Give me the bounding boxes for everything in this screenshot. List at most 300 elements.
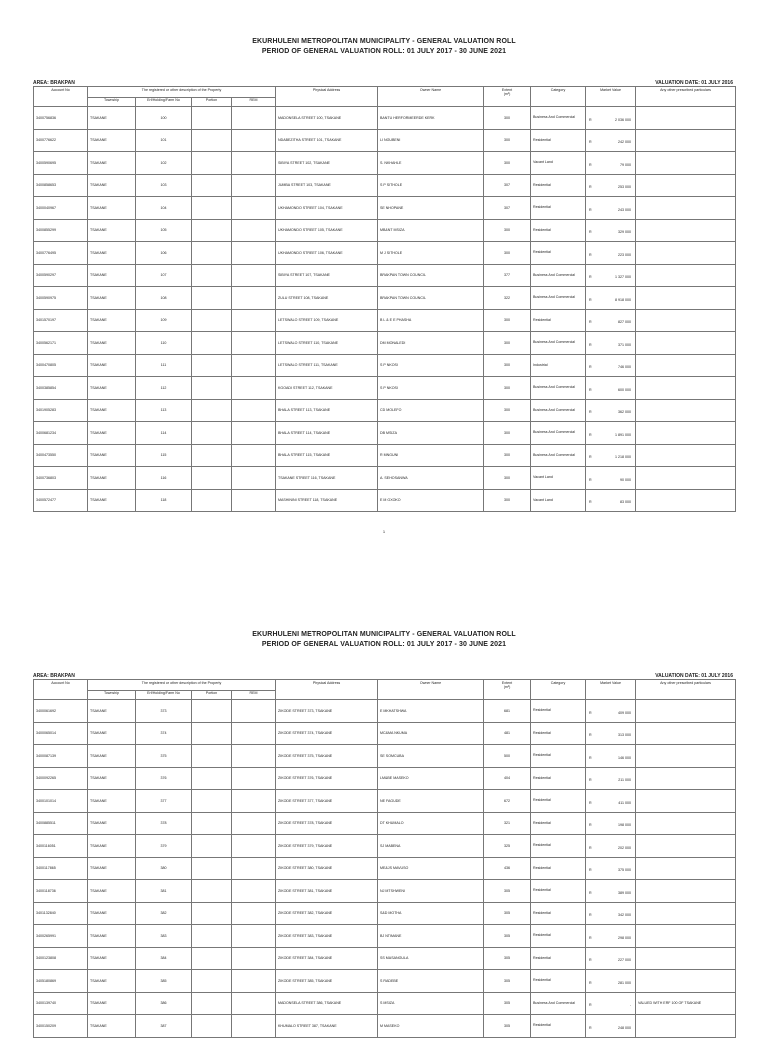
currency-symbol: R [589, 320, 592, 325]
category-cell: Business And Commercial [531, 377, 586, 400]
table-row [34, 422, 736, 445]
currency-symbol: R [589, 845, 592, 850]
account-no-cell: 3400123808 [34, 947, 88, 970]
market-value-amount: 298 000 [618, 935, 632, 940]
rem-cell [232, 152, 276, 175]
address-cell: BHALA STREET 115, TSAKANE [276, 444, 378, 467]
category-cell: Business And Commercial [531, 287, 586, 310]
market-value-cell [586, 107, 636, 130]
address-cell: UKHAMONDO STREET 106, TSAKANE [276, 242, 378, 265]
other-particulars-cell [636, 722, 736, 745]
portion-cell [192, 152, 232, 175]
market-value-cell [586, 857, 636, 880]
extent-cell: 300 [484, 444, 531, 467]
market-value-amount: 242 000 [618, 140, 632, 145]
portion-cell [192, 399, 232, 422]
account-no-cell: 3400776622 [34, 129, 88, 152]
market-value-cell [586, 812, 636, 835]
township-cell: TSAKANE [88, 812, 136, 835]
currency-symbol: R [589, 1025, 592, 1030]
market-value-cell [586, 745, 636, 768]
owner-cell: NJ MTSHWENI [378, 880, 484, 903]
township-cell: TSAKANE [88, 489, 136, 512]
table-row [34, 1015, 736, 1038]
table-row [34, 219, 736, 242]
table-row [34, 970, 736, 993]
rem-cell [232, 722, 276, 745]
erf-cell: 377 [136, 790, 192, 813]
category-cell: Residential [531, 700, 586, 723]
account-no-cell: 3400040967 [34, 197, 88, 220]
account-no-cell: 3405180869 [34, 970, 88, 993]
township-cell: TSAKANE [88, 129, 136, 152]
currency-symbol: R [589, 410, 592, 415]
township-cell: TSAKANE [88, 422, 136, 445]
erf-cell: 101 [136, 129, 192, 152]
currency-symbol: R [589, 755, 592, 760]
currency-symbol: R [589, 455, 592, 460]
other-particulars-cell [636, 287, 736, 310]
currency-symbol: R [589, 162, 592, 167]
rem-cell [232, 107, 276, 130]
extent-cell: 300 [484, 309, 531, 332]
category-cell: Vacant Land [531, 489, 586, 512]
other-particulars-cell [636, 332, 736, 355]
header-other-particulars: Any other prescribed particulars [636, 87, 736, 107]
market-value-cell [586, 309, 636, 332]
market-value-amount: 600 000 [618, 387, 632, 392]
owner-cell: BJ NTIMANE [378, 925, 484, 948]
market-value-cell [586, 992, 636, 1015]
category-cell: Business And Commercial [531, 992, 586, 1015]
header-registered-desc: The registered or other description of the Property [88, 680, 276, 691]
erf-cell: 112 [136, 377, 192, 400]
table-row [34, 925, 736, 948]
owner-cell: B L & E E PHASHA [378, 309, 484, 332]
extent-cell: 300 [484, 354, 531, 377]
extent-cell: 300 [484, 399, 531, 422]
address-cell: LETSWALO STREET 110, TSAKANE [276, 332, 378, 355]
market-value-amount: 1 327 000 [615, 275, 632, 280]
other-particulars-cell [636, 197, 736, 220]
township-cell: TSAKANE [88, 857, 136, 880]
area-label: AREA: BRAKPAN [33, 80, 75, 86]
currency-symbol: R [589, 890, 592, 895]
erf-cell: 379 [136, 835, 192, 858]
erf-cell: 374 [136, 722, 192, 745]
valuation-table-1 [33, 86, 736, 512]
erf-cell: 116 [136, 467, 192, 490]
account-no-cell: 3400139740 [34, 992, 88, 1015]
account-no-cell: 3400590975 [34, 287, 88, 310]
township-cell: TSAKANE [88, 700, 136, 723]
address-cell: SIBIYA STREET 107, TSAKANE [276, 264, 378, 287]
market-value-cell [586, 489, 636, 512]
market-value-amount: 223 000 [618, 252, 632, 257]
market-value-amount: 827 000 [618, 320, 632, 325]
extent-cell: 322 [484, 287, 531, 310]
other-particulars-cell [636, 152, 736, 175]
account-no-cell: 3400087139 [34, 745, 88, 768]
portion-cell [192, 700, 232, 723]
currency-symbol: R [589, 958, 592, 963]
category-cell: Residential [531, 722, 586, 745]
account-no-cell: 3401132840 [34, 902, 88, 925]
account-no-cell: 3400858653 [34, 174, 88, 197]
extent-cell: 300 [484, 422, 531, 445]
portion-cell [192, 947, 232, 970]
address-cell: ZIKODE STREET 379, TSAKANE [276, 835, 378, 858]
owner-cell: A. SEHOSANWA [378, 467, 484, 490]
other-particulars-cell [636, 264, 736, 287]
account-no-cell: 3400885511 [34, 812, 88, 835]
market-value-cell [586, 902, 636, 925]
category-cell: Residential [531, 129, 586, 152]
market-value-amount: 371 000 [618, 342, 632, 347]
market-value-cell [586, 947, 636, 970]
erf-cell: 107 [136, 264, 192, 287]
extent-cell: 300 [484, 467, 531, 490]
portion-cell [192, 129, 232, 152]
address-cell: ZIKODE STREET 380, TSAKANE [276, 857, 378, 880]
other-particulars-cell [636, 129, 736, 152]
table-row [34, 287, 736, 310]
address-cell: UKHAMONDO STREET 104, TSAKANE [276, 197, 378, 220]
market-value-amount: 362 000 [618, 410, 632, 415]
header-account-no: Account No [34, 87, 88, 107]
currency-symbol: R [589, 868, 592, 873]
rem-cell [232, 835, 276, 858]
account-no-cell: 3400092265 [34, 767, 88, 790]
address-cell: BHALA STREET 114, TSAKANE [276, 422, 378, 445]
owner-cell: S P NKOSI [378, 354, 484, 377]
rem-cell [232, 399, 276, 422]
market-value-amount: 389 000 [618, 890, 632, 895]
owner-cell: LI NGUBENI [378, 129, 484, 152]
header-owner-name: Owner Name [378, 87, 484, 107]
extent-cell: 681 [484, 700, 531, 723]
market-value-cell [586, 1015, 636, 1038]
portion-cell [192, 242, 232, 265]
table-row [34, 767, 736, 790]
table-row [34, 332, 736, 355]
extent-cell: 307 [484, 174, 531, 197]
portion-cell [192, 332, 232, 355]
address-cell: ZULU STREET 108, TSAKANE [276, 287, 378, 310]
currency-symbol: R [589, 275, 592, 280]
market-value-amount: 253 000 [618, 185, 632, 190]
category-cell: Residential [531, 970, 586, 993]
header-township: Township [88, 691, 136, 700]
table-row [34, 790, 736, 813]
extent-cell: 300 [484, 152, 531, 175]
owner-cell: S P NKOSI [378, 377, 484, 400]
owner-cell: SE NHOPANE [378, 197, 484, 220]
header-owner-name: Owner Name [378, 680, 484, 700]
header-rem: REM [232, 691, 276, 700]
market-value-amount: 1 891 000 [615, 432, 632, 437]
market-value-cell [586, 332, 636, 355]
category-cell: Residential [531, 835, 586, 858]
extent-cell: 500 [484, 745, 531, 768]
table-row [34, 107, 736, 130]
extent-cell: 300 [484, 219, 531, 242]
header-rem: REM [232, 98, 276, 107]
other-particulars-cell [636, 857, 736, 880]
market-value-amount: - [629, 1003, 632, 1008]
rem-cell [232, 925, 276, 948]
account-no-cell: 3400590297 [34, 264, 88, 287]
currency-symbol: R [589, 710, 592, 715]
rem-cell [232, 174, 276, 197]
owner-cell: E MKHATSHWA [378, 700, 484, 723]
portion-cell [192, 745, 232, 768]
rem-cell [232, 857, 276, 880]
rem-cell [232, 902, 276, 925]
rem-cell [232, 880, 276, 903]
other-particulars-cell [636, 444, 736, 467]
erf-cell: 111 [136, 354, 192, 377]
currency-symbol: R [589, 342, 592, 347]
address-cell: MADONSELA STREET 386, TSAKANE [276, 992, 378, 1015]
owner-cell: M J SITHOLE [378, 242, 484, 265]
other-particulars-cell [636, 422, 736, 445]
portion-cell [192, 925, 232, 948]
category-cell: Residential [531, 767, 586, 790]
address-cell: BHALA STREET 113, TSAKANE [276, 399, 378, 422]
erf-cell: 106 [136, 242, 192, 265]
extent-cell: 300 [484, 332, 531, 355]
other-particulars-cell [636, 902, 736, 925]
erf-cell: 118 [136, 489, 192, 512]
portion-cell [192, 722, 232, 745]
extent-cell: 300 [484, 489, 531, 512]
market-value-cell [586, 264, 636, 287]
portion-cell [192, 992, 232, 1015]
township-cell: TSAKANE [88, 264, 136, 287]
township-cell: TSAKANE [88, 790, 136, 813]
category-cell: Residential [531, 925, 586, 948]
erf-cell: 384 [136, 947, 192, 970]
township-cell: TSAKANE [88, 467, 136, 490]
address-cell: ZIKODE STREET 382, TSAKANE [276, 902, 378, 925]
other-particulars-cell [636, 377, 736, 400]
extent-cell: 305 [484, 925, 531, 948]
portion-cell [192, 812, 232, 835]
rem-cell [232, 1015, 276, 1038]
address-cell: ZIKODE STREET 378, TSAKANE [276, 812, 378, 835]
township-cell: TSAKANE [88, 970, 136, 993]
portion-cell [192, 790, 232, 813]
owner-cell: BANTU HERFORMEERDE KERK [378, 107, 484, 130]
owner-cell: DM MONALEDI [378, 332, 484, 355]
market-value-amount: 1 218 000 [615, 455, 632, 460]
currency-symbol: R [589, 297, 592, 302]
portion-cell [192, 264, 232, 287]
market-value-cell [586, 444, 636, 467]
account-no-cell: 3400473550 [34, 444, 88, 467]
township-cell: TSAKANE [88, 722, 136, 745]
extent-cell: 305 [484, 1015, 531, 1038]
account-no-cell: 3400756836 [34, 107, 88, 130]
market-value-cell [586, 242, 636, 265]
address-cell: NDABEZITHA STREET 101, TSAKANE [276, 129, 378, 152]
currency-symbol: R [589, 800, 592, 805]
table-row [34, 444, 736, 467]
market-value-cell [586, 219, 636, 242]
category-cell: Vacant Land [531, 467, 586, 490]
township-cell: TSAKANE [88, 767, 136, 790]
portion-cell [192, 422, 232, 445]
owner-cell: MC&MA NKUMA [378, 722, 484, 745]
category-cell: Residential [531, 174, 586, 197]
portion-cell [192, 377, 232, 400]
category-cell: Vacant Land [531, 152, 586, 175]
table-row [34, 467, 736, 490]
rem-cell [232, 992, 276, 1015]
township-cell: TSAKANE [88, 309, 136, 332]
currency-symbol: R [589, 252, 592, 257]
currency-symbol: R [589, 185, 592, 190]
owner-cell: DT KHUMALO [378, 812, 484, 835]
roll-period: PERIOD OF GENERAL VALUATION ROLL: 01 JULY 2017 - 30 JUNE 2021 [261, 641, 507, 648]
header-other-particulars: Any other prescribed particulars [636, 680, 736, 700]
address-cell: UKHAMONDO STREET 105, TSAKANE [276, 219, 378, 242]
extent-cell: 404 [484, 767, 531, 790]
portion-cell [192, 444, 232, 467]
account-no-cell: 3400101014 [34, 790, 88, 813]
other-particulars-cell [636, 925, 736, 948]
address-cell: ZIKODE STREET 376, TSAKANE [276, 767, 378, 790]
township-cell: TSAKANE [88, 947, 136, 970]
roll-page-2 [0, 600, 768, 1030]
account-no-cell: 3400118736 [34, 880, 88, 903]
owner-cell: CD MOLEFO [378, 399, 484, 422]
table-row [34, 857, 736, 880]
currency-symbol: R [589, 1003, 592, 1008]
market-value-amount: 90 000 [620, 477, 632, 482]
extent-cell: 481 [484, 722, 531, 745]
owner-cell: S MSIZA [378, 992, 484, 1015]
other-particulars-cell [636, 489, 736, 512]
township-cell: TSAKANE [88, 354, 136, 377]
currency-symbol: R [589, 823, 592, 828]
erf-cell: 100 [136, 107, 192, 130]
portion-cell [192, 287, 232, 310]
page-number: 1 [382, 529, 386, 534]
category-cell: Residential [531, 880, 586, 903]
township-cell: TSAKANE [88, 174, 136, 197]
extent-cell: 672 [484, 790, 531, 813]
owner-cell: M MASEKO [378, 1015, 484, 1038]
extent-cell: 305 [484, 880, 531, 903]
extent-cell: 305 [484, 992, 531, 1015]
market-value-amount: 79 000 [620, 162, 632, 167]
other-particulars-cell [636, 1015, 736, 1038]
market-value-amount: 211 000 [618, 778, 632, 783]
currency-symbol: R [589, 500, 592, 505]
rem-cell [232, 197, 276, 220]
other-particulars-cell [636, 219, 736, 242]
erf-cell: 103 [136, 174, 192, 197]
rem-cell [232, 309, 276, 332]
erf-cell: 380 [136, 857, 192, 880]
market-value-cell [586, 790, 636, 813]
owner-cell: E M GXOKO [378, 489, 484, 512]
table-row [34, 197, 736, 220]
header-extent: Extent (m²) [484, 87, 531, 107]
account-no-cell: 3400681234 [34, 422, 88, 445]
township-cell: TSAKANE [88, 1015, 136, 1038]
currency-symbol: R [589, 140, 592, 145]
market-value-cell [586, 970, 636, 993]
market-value-cell [586, 925, 636, 948]
portion-cell [192, 219, 232, 242]
address-cell: ZIKODE STREET 381, TSAKANE [276, 880, 378, 903]
table-row [34, 129, 736, 152]
owner-cell: SE SOMCUBA [378, 745, 484, 768]
category-cell: Residential [531, 219, 586, 242]
other-particulars-cell [636, 700, 736, 723]
address-cell: ZIKODE STREET 377, TSAKANE [276, 790, 378, 813]
extent-cell: 305 [484, 947, 531, 970]
address-cell: ZIKODE STREET 373, TSAKANE [276, 700, 378, 723]
account-no-cell: 3400470805 [34, 354, 88, 377]
other-particulars-cell [636, 309, 736, 332]
township-cell: TSAKANE [88, 219, 136, 242]
account-no-cell: 3400572477 [34, 489, 88, 512]
account-no-cell: 3400776495 [34, 242, 88, 265]
erf-cell: 113 [136, 399, 192, 422]
market-value-amount: 202 000 [618, 845, 632, 850]
portion-cell [192, 880, 232, 903]
rem-cell [232, 700, 276, 723]
erf-cell: 387 [136, 1015, 192, 1038]
market-value-cell [586, 354, 636, 377]
category-cell: Business And Commercial [531, 399, 586, 422]
extent-cell: 305 [484, 970, 531, 993]
currency-symbol: R [589, 477, 592, 482]
market-value-amount: 198 000 [618, 823, 632, 828]
owner-cell: SJ MABENA [378, 835, 484, 858]
address-cell: ZIKODE STREET 385, TSAKANE [276, 970, 378, 993]
header-account-no: Account No [34, 680, 88, 700]
address-cell: ZIKODE STREET 375, TSAKANE [276, 745, 378, 768]
owner-cell: BRAKPAN TOWN COUNCIL [378, 264, 484, 287]
other-particulars-cell [636, 880, 736, 903]
market-value-amount: 342 000 [618, 913, 632, 918]
portion-cell [192, 309, 232, 332]
owner-cell: S&D MOTHA [378, 902, 484, 925]
rem-cell [232, 264, 276, 287]
owner-cell: DB MSIZA [378, 422, 484, 445]
extent-cell: 305 [484, 902, 531, 925]
portion-cell [192, 1015, 232, 1038]
portion-cell [192, 174, 232, 197]
market-value-cell [586, 399, 636, 422]
currency-symbol: R [589, 387, 592, 392]
portion-cell [192, 197, 232, 220]
erf-cell: 108 [136, 287, 192, 310]
erf-cell: 382 [136, 902, 192, 925]
other-particulars-cell [636, 242, 736, 265]
currency-symbol: R [589, 207, 592, 212]
rem-cell [232, 970, 276, 993]
table-row [34, 992, 736, 1015]
extent-cell: 377 [484, 264, 531, 287]
erf-cell: 373 [136, 700, 192, 723]
portion-cell [192, 835, 232, 858]
